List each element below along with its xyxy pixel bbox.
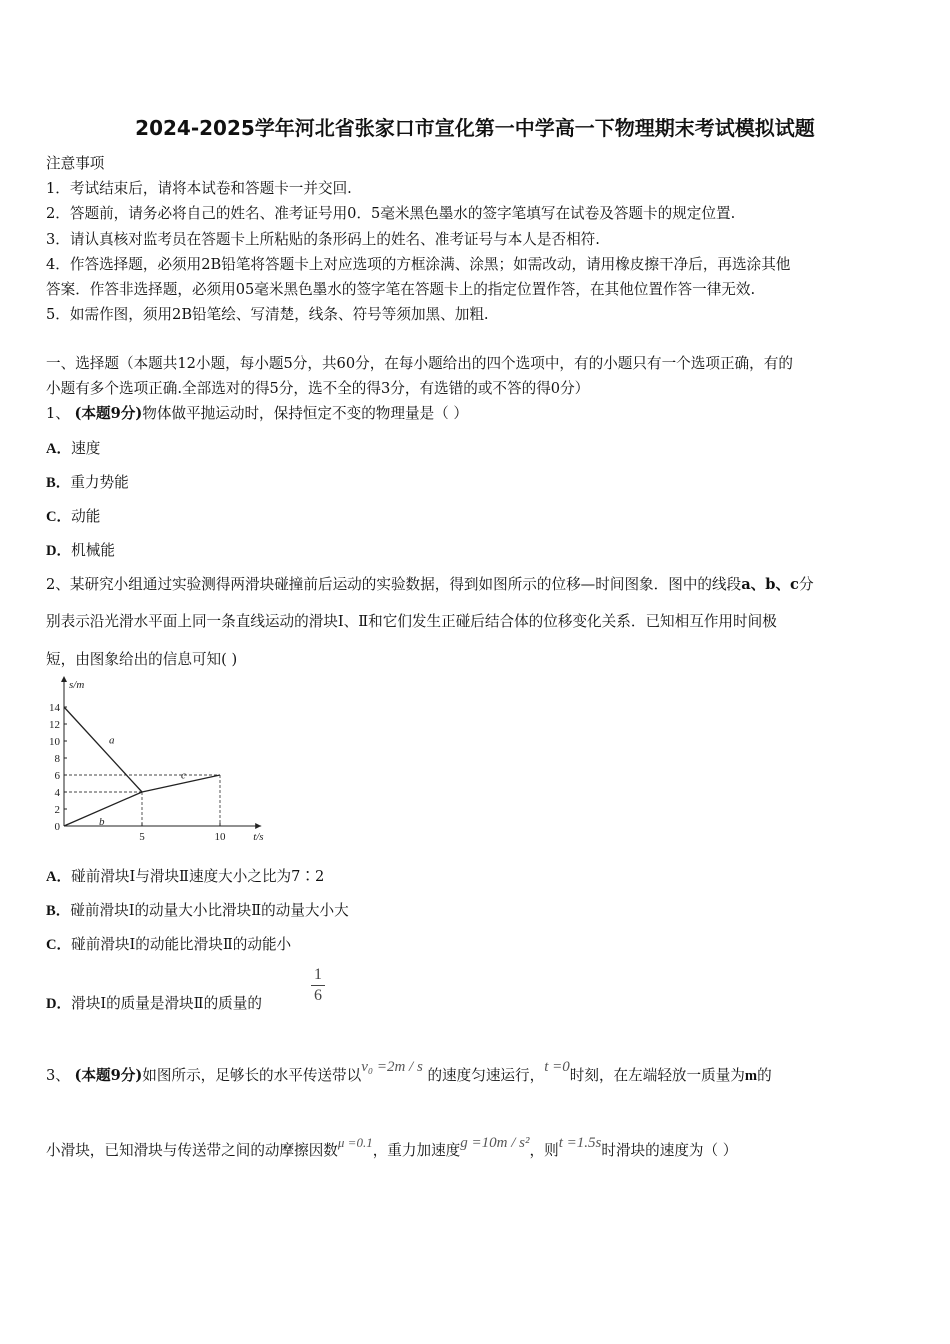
formula-t: t =1.5s bbox=[558, 1135, 602, 1151]
notice-heading: 注意事项 bbox=[46, 155, 105, 172]
notice-item: 2．答题前，请务必将自己的姓名、准考证号用0．5毫米黑色墨水的签字笔填写在试卷及答题卡的规定位置. bbox=[46, 205, 736, 222]
question-text: 的速度匀速运行， bbox=[427, 1067, 545, 1084]
series-label-c: c bbox=[181, 769, 186, 782]
q2-option-d[interactable] bbox=[46, 992, 262, 1013]
fraction-one-sixth bbox=[311, 966, 325, 1005]
option-letter: B． bbox=[46, 475, 71, 491]
question-text: ，则 bbox=[529, 1142, 559, 1159]
q1-option-c[interactable] bbox=[46, 505, 100, 526]
y-tick-label: 8 bbox=[54, 753, 60, 765]
option-text: 碰前滑块Ⅰ与滑块Ⅱ速度大小之比为7∶2 bbox=[71, 868, 325, 885]
option-letter: A． bbox=[46, 441, 72, 457]
option-letter: A． bbox=[46, 869, 72, 885]
question-2-stem-line1 bbox=[46, 573, 814, 594]
y-tick-label: 4 bbox=[54, 787, 60, 799]
option-text: 机械能 bbox=[71, 542, 115, 559]
question-text: 分 bbox=[798, 576, 814, 593]
question-text: 2、某研究小组通过实验测得两滑块碰撞前后运动的实验数据，得到如图所示的位移—时间图象．图中的线段 bbox=[46, 576, 742, 593]
series-line-a bbox=[64, 707, 142, 792]
notice-item: 4．作答选择题，必须用2B铅笔将答题卡上对应选项的方框涂满、涂黑；如需改动，请用橡皮擦干净后，再选涂其他 bbox=[46, 256, 791, 273]
option-letter: B． bbox=[46, 903, 71, 919]
y-tick-label: 12 bbox=[49, 719, 60, 731]
y-axis-label: s/m bbox=[69, 679, 85, 691]
question-score: (本题9分) bbox=[74, 1067, 143, 1084]
q2-option-a[interactable] bbox=[46, 865, 324, 886]
fraction-denominator: 6 bbox=[314, 987, 322, 1004]
question-text: ，重力加速度 bbox=[372, 1142, 461, 1159]
question-text: 时刻，在左端轻放一质量为 bbox=[569, 1067, 745, 1084]
formula-g: g =10m / s² bbox=[460, 1135, 530, 1151]
y-tick-label: 0 bbox=[54, 821, 60, 833]
x-tick-label: 10 bbox=[214, 831, 226, 843]
y-tick-label: 2 bbox=[54, 804, 60, 816]
fraction-numerator: 1 bbox=[314, 966, 322, 983]
x-axis-arrow bbox=[255, 823, 261, 829]
question-3-stem-line2 bbox=[46, 1135, 738, 1160]
option-text: 碰前滑块Ⅰ的动量大小比滑块Ⅱ的动量大小大 bbox=[70, 902, 349, 919]
y-tick-label: 14 bbox=[49, 702, 60, 714]
mass-symbol: m bbox=[744, 1068, 758, 1084]
question-number: 1、 bbox=[46, 405, 70, 422]
option-text: 动能 bbox=[71, 508, 101, 525]
option-text: 速度 bbox=[71, 440, 101, 457]
q1-option-a[interactable] bbox=[46, 437, 100, 458]
question-text: 如图所示，足够长的水平传送带以 bbox=[142, 1067, 362, 1084]
notice-item: 5．如需作图，须用2B铅笔绘、写清楚，线条、符号等须加黑、加粗. bbox=[46, 306, 489, 323]
question-score: (本题9分) bbox=[74, 405, 143, 422]
series-label-b: b bbox=[99, 816, 105, 828]
section-heading-cont: 小题有多个选项正确.全部选对的得5分，选不全的得3分，有选错的或不答的得0分） bbox=[46, 380, 590, 397]
question-text: 时滑块的速度为（ ） bbox=[601, 1142, 738, 1159]
y-tick-label: 6 bbox=[54, 770, 60, 782]
question-text: 物体做平抛运动时，保持恒定不变的物理量是（ ） bbox=[142, 405, 468, 422]
q2-option-c[interactable] bbox=[46, 933, 291, 954]
q2-option-b[interactable] bbox=[46, 899, 349, 920]
formula-mu: μ =0.1 bbox=[337, 1135, 373, 1150]
question-2-stem-line2: 别表示沿光滑水平面上同一条直线运动的滑块Ⅰ、Ⅱ和它们发生正碰后结合体的位移变化关系．已知相互作用时间极 bbox=[46, 613, 777, 630]
x-tick-label: 5 bbox=[139, 831, 145, 843]
notice-item: 1．考试结束后，请将本试卷和答题卡一并交回. bbox=[46, 180, 352, 197]
question-2-stem-line3: 短，由图象给出的信息可知( ) bbox=[46, 651, 238, 668]
fraction-bar bbox=[311, 985, 325, 986]
question-1-stem bbox=[46, 402, 468, 423]
notice-item: 3．请认真核对监考员在答题卡上所粘贴的条形码上的姓名、准考证号与本人是否相符. bbox=[46, 231, 600, 248]
segment-labels: a、b、c bbox=[741, 576, 799, 593]
series-label-a: a bbox=[109, 734, 115, 747]
page-title: 2024-2025学年河北省张家口市宣化第一中学高一下物理期末考试模拟试题 bbox=[135, 116, 815, 140]
option-text: 碰前滑块Ⅰ的动能比滑块Ⅱ的动能小 bbox=[71, 936, 292, 953]
formula-t0: t =0 bbox=[544, 1059, 570, 1075]
notice-item: 答案．作答非选择题，必须用05毫米黑色墨水的签字笔在答题卡上的指定位置作答，在其他位置作答一律无效. bbox=[46, 281, 756, 298]
displacement-time-chart bbox=[40, 672, 280, 844]
formula-v0: v₀ =2m / s bbox=[361, 1059, 423, 1075]
option-text: 重力势能 bbox=[70, 474, 129, 491]
x-axis-label: t/s bbox=[253, 831, 264, 843]
option-letter: C． bbox=[46, 937, 72, 953]
option-text: 滑块Ⅰ的质量是滑块Ⅱ的质量的 bbox=[71, 995, 262, 1012]
y-axis-arrow bbox=[61, 676, 67, 682]
option-letter: D． bbox=[46, 543, 72, 559]
q1-option-b[interactable] bbox=[46, 471, 129, 492]
option-letter: C． bbox=[46, 509, 72, 525]
q1-option-d[interactable] bbox=[46, 539, 115, 560]
question-number: 3、 bbox=[46, 1067, 70, 1084]
question-text: 小滑块，已知滑块与传送带之间的动摩擦因数 bbox=[46, 1142, 338, 1159]
question-text: 的 bbox=[757, 1067, 772, 1084]
question-3-stem-line1 bbox=[46, 1059, 772, 1085]
y-tick-label: 10 bbox=[49, 736, 60, 748]
section-heading: 一、选择题（本题共12小题，每小题5分，共60分，在每小题给出的四个选项中，有的小题只有一个选项正确，有的 bbox=[46, 355, 793, 372]
option-letter: D． bbox=[46, 996, 72, 1012]
